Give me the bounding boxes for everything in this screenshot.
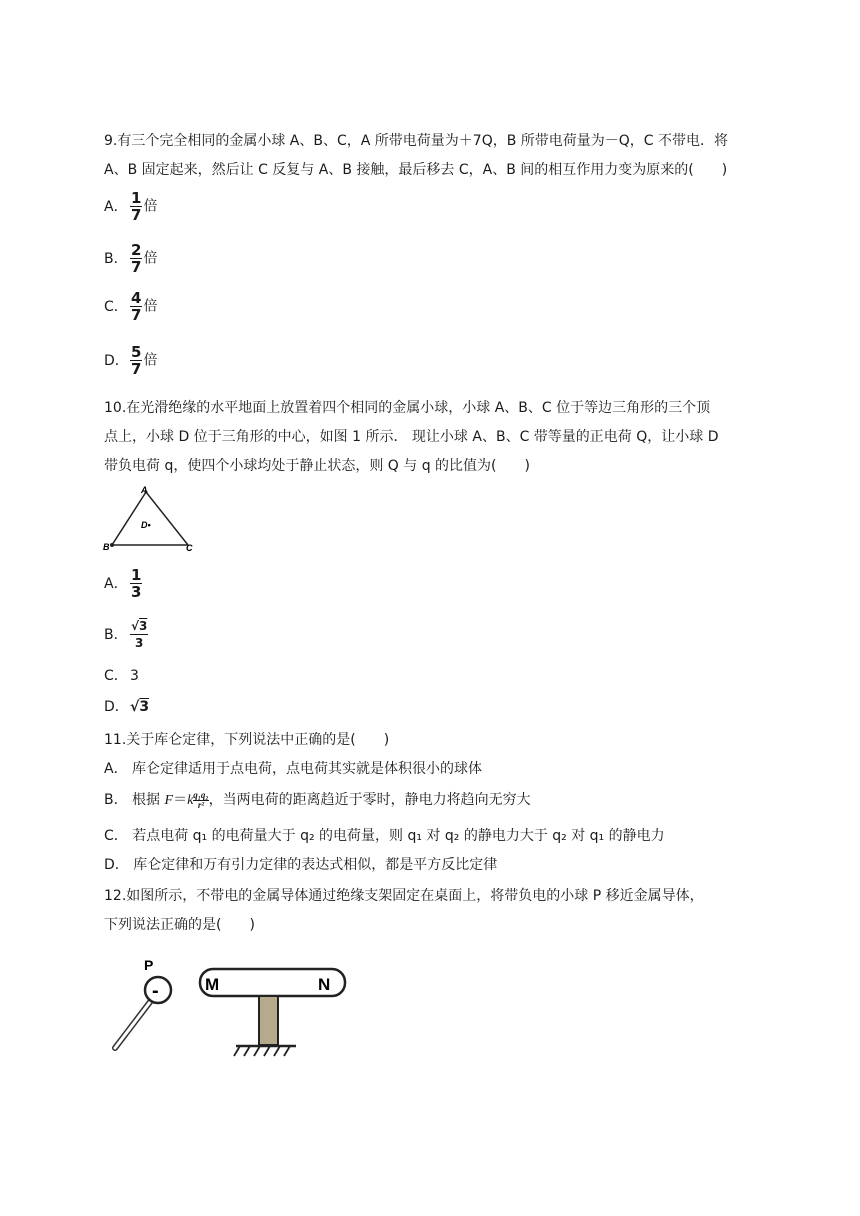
option-label: B． <box>104 626 128 643</box>
fraction: $\frac{5}{7}$ <box>131 343 142 378</box>
end-m-label: M <box>205 975 220 994</box>
option-label: D． <box>104 352 129 369</box>
triangle-figure <box>100 482 200 554</box>
fraction: $\frac{√3}{3}$ <box>131 619 148 650</box>
q11-option-d[interactable]: D． 库仑定律和万有引力定律的表达式相似，都是平方反比定律 <box>104 857 498 873</box>
option-label: A． <box>104 198 128 215</box>
option-label: C． <box>104 668 128 684</box>
q10-option-c[interactable] <box>104 666 139 686</box>
option-suffix: 倍 <box>143 298 158 315</box>
option-suffix: 倍 <box>143 250 158 267</box>
q12-stem-line2: 下列说法正确的是( ) <box>104 917 255 933</box>
minus-sign: - <box>152 980 159 1002</box>
q9-option-b[interactable] <box>104 243 157 274</box>
center-d-label: D• <box>141 520 151 530</box>
q9-option-c[interactable] <box>104 291 157 322</box>
option-label: C． <box>104 298 128 315</box>
q12-stem-line1: 12.如图所示，不带电的金属导体通过绝缘支架固定在桌面上，将带负电的小球 P 移近金属导体， <box>104 888 704 904</box>
q9-option-a[interactable] <box>104 191 157 222</box>
option-value: 3 <box>130 668 139 684</box>
end-n-label: N <box>318 975 331 994</box>
q9-option-d[interactable] <box>104 345 157 376</box>
option-label: D． <box>104 699 129 715</box>
q9-stem-line2: A、B 固定起来，然后让 C 反复与 A、B 接触，最后移去 C，A、B 间的相互作用力变为原来的( ) <box>104 162 728 178</box>
q11-option-b[interactable]: B． 根据 F＝k $\frac{\text{q₁q₂}}{\text{r²}}$ ，当两电荷的距离趋近于零时，静电力将趋向无穷大 <box>104 789 531 810</box>
q11-stem: 11.关于库仑定律，下列说法中正确的是( ) <box>104 732 390 748</box>
option-suffix: 倍 <box>143 198 158 215</box>
coulomb-fraction: $\frac{\text{q₁q₂}}{\text{r²}}$ <box>193 789 209 810</box>
q10-stem-line2: 点上，小球 D 位于三角形的中心，如图 1 所示． 现让小球 A、B、C 带等量的正电荷 Q，让小球 D <box>104 429 719 445</box>
vertex-b-label: B <box>103 542 110 552</box>
q11-option-a[interactable]: A． 库仑定律适用于点电荷，点电荷其实就是体积很小的球体 <box>104 761 483 777</box>
fraction: $\frac{1}{3}$ <box>131 566 142 601</box>
vertex-c-label: C <box>186 543 193 553</box>
option-suffix: 倍 <box>143 352 158 369</box>
q10-stem-line3: 带负电荷 q，使四个小球均处于静止状态，则 Q 与 q 的比值为( ) <box>104 458 530 474</box>
q10-option-a[interactable] <box>104 568 143 599</box>
q10-option-d[interactable] <box>104 697 149 717</box>
fraction: $\frac{1}{7}$ <box>131 189 142 224</box>
q10-stem-line1: 10.在光滑绝缘的水平地面上放置着四个相同的金属小球，小球 A、B、C 位于等边三角形的三个顶 <box>104 400 711 416</box>
conductor-figure <box>100 950 360 1062</box>
option-label: A． <box>104 575 128 592</box>
fraction: $\frac{4}{7}$ <box>131 289 142 324</box>
ball-p-label: P <box>144 957 154 973</box>
fraction: $\frac{2}{7}$ <box>131 241 142 276</box>
sqrt-value: √3 <box>130 699 150 715</box>
q10-option-b[interactable] <box>104 619 149 650</box>
option-label: B． <box>104 250 128 267</box>
q11-option-c[interactable]: C． 若点电荷 q₁ 的电荷量大于 q₂ 的电荷量，则 q₁ 对 q₂ 的静电力大于 q₂ 对 q₁ 的静电力 <box>104 828 665 844</box>
vertex-a-label: A <box>141 485 148 495</box>
q9-stem-line1: 9.有三个完全相同的金属小球 A、B、C，A 所带电荷量为＋7Q，B 所带电荷量为－Q，C 不带电．将 <box>104 133 729 149</box>
